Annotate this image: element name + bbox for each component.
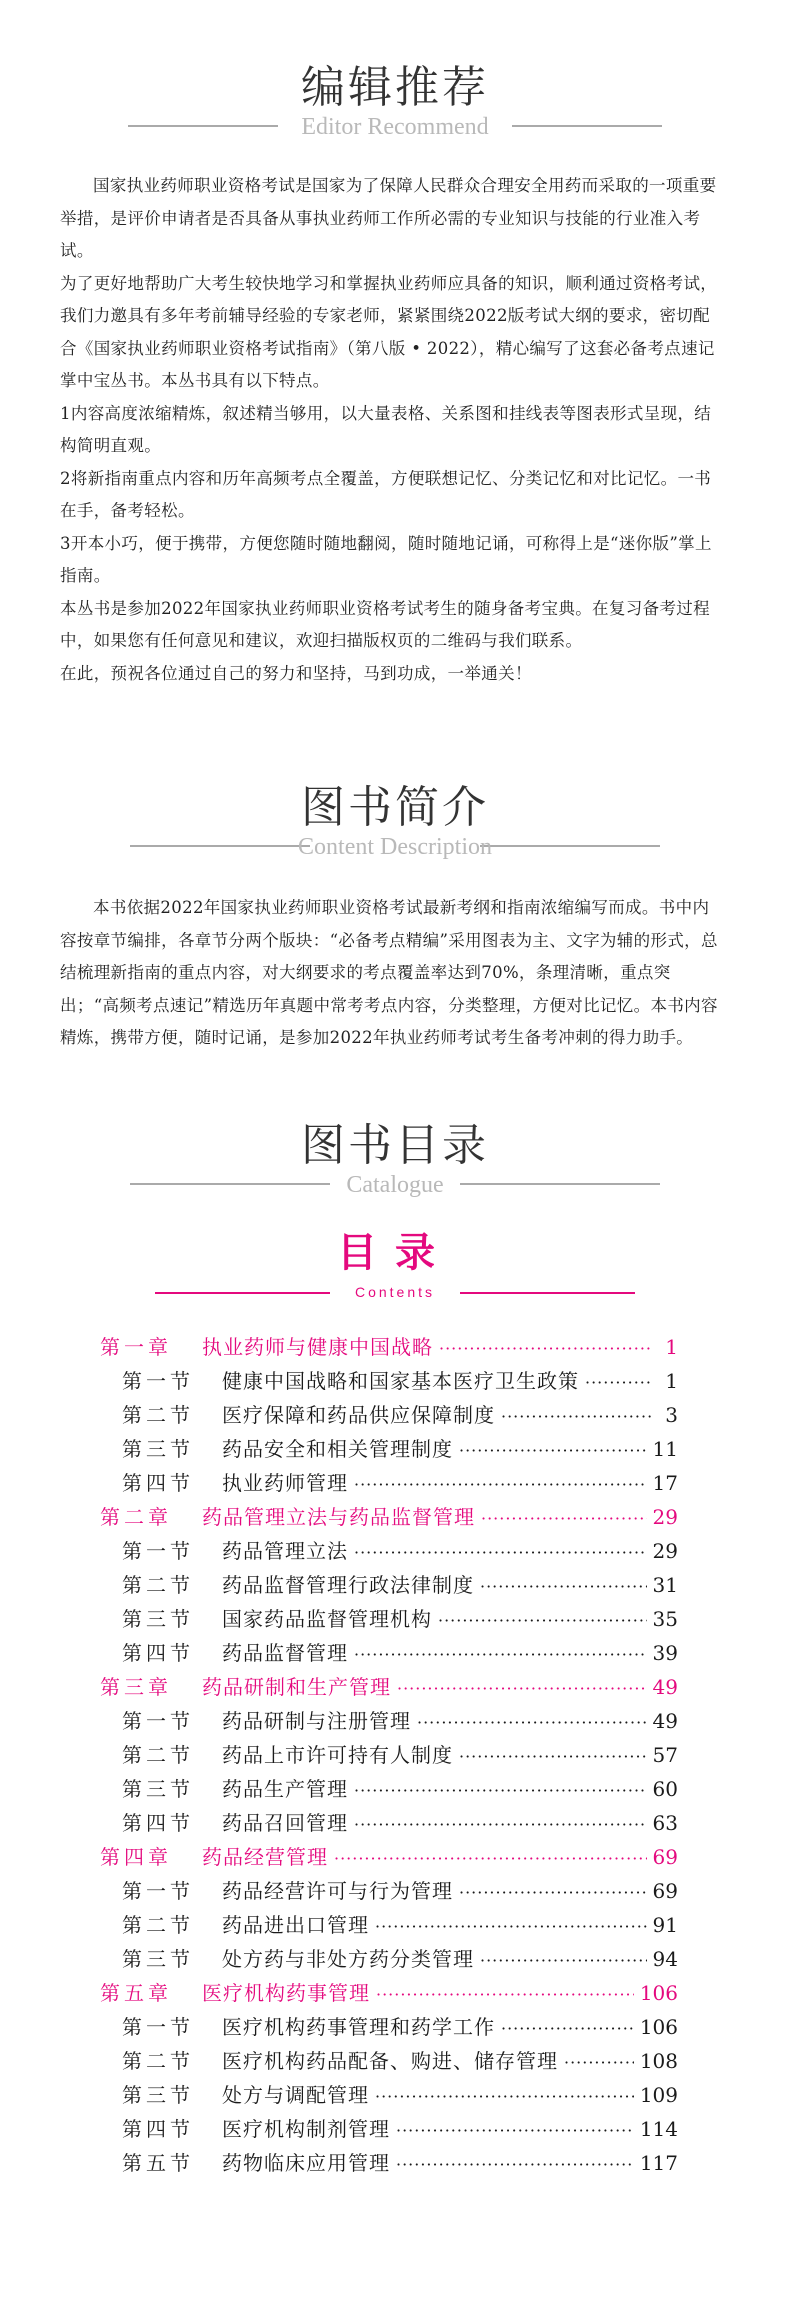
toc-leader-dots — [354, 1808, 647, 1842]
toc-leader-dots — [334, 1842, 647, 1876]
toc-number: 第二节 — [122, 1403, 194, 1427]
toc-section-row — [100, 1942, 678, 1976]
toc-section-row — [100, 1704, 678, 1738]
toc-leader-dots — [396, 2148, 634, 2182]
toc-leader-dots — [501, 1400, 652, 1434]
toc-entry-title: 药品经营许可与行为管理 — [222, 1879, 453, 1903]
toc-leader-dots — [480, 1944, 647, 1978]
paragraph: 2将新指南重点内容和历年高频考点全覆盖，方便联想记忆、分类记忆和对比记忆。一书在手，备考轻松。 — [60, 468, 712, 520]
toc-section-row — [100, 2078, 678, 2112]
toc-leader-dots — [375, 2080, 634, 2114]
toc-page-number: 29 — [652, 1505, 678, 1529]
toc-number: 第四节 — [122, 1641, 194, 1665]
toc-leader-dots — [501, 2012, 634, 2046]
toc-entry-title: 处方药与非处方药分类管理 — [222, 1947, 474, 1971]
toc-section-row — [100, 1432, 678, 1466]
toc-number: 第二节 — [122, 1743, 194, 1767]
toc-entry-title: 医疗机构药品配备、购进、储存管理 — [222, 2049, 558, 2073]
toc-entry-title: 执业药师与健康中国战略 — [202, 1335, 433, 1359]
table-of-contents — [100, 1330, 678, 2180]
paragraph: 本丛书是参加2022年国家执业药师职业资格考试考生的随身备考宝典。在复习备考过程中，如果您有任何意见和建议，欢迎扫描版权页的二维码与我们联系。 — [60, 598, 710, 650]
toc-leader-dots — [438, 1604, 647, 1638]
toc-section-row — [100, 2010, 678, 2044]
toc-page-number: 17 — [652, 1471, 678, 1495]
editor-recommend-body — [60, 170, 724, 690]
toc-number: 第四章 — [100, 1845, 172, 1869]
toc-entry-title: 药物临床应用管理 — [222, 2151, 390, 2175]
paragraph: 3开本小巧，便于携带，方便您随时随地翻阅，随时随地记诵，可称得上是“迷你版”掌上指南。 — [60, 533, 712, 585]
toc-page-number: 114 — [639, 2117, 678, 2141]
toc-entry-title: 药品生产管理 — [222, 1777, 348, 1801]
toc-leader-dots — [459, 1740, 647, 1774]
toc-section-row — [100, 1806, 678, 1840]
toc-number: 第三节 — [122, 2083, 194, 2107]
toc-page-number: 29 — [652, 1539, 678, 1563]
toc-page-number: 91 — [652, 1913, 678, 1937]
toc-page-number: 49 — [652, 1675, 678, 1699]
toc-section-row — [100, 2044, 678, 2078]
toc-number: 第二节 — [122, 2049, 194, 2073]
toc-section-row — [100, 1466, 678, 1500]
toc-entry-title: 国家药品监督管理机构 — [222, 1607, 432, 1631]
toc-entry-title: 医疗机构药事管理 — [202, 1981, 370, 2005]
paragraph: 在此，预祝各位通过自己的努力和坚持，马到功成，一举通关！ — [60, 663, 532, 683]
toc-page-number: 39 — [652, 1641, 678, 1665]
toc-entry-title: 药品召回管理 — [222, 1811, 348, 1835]
toc-page-number: 31 — [652, 1573, 678, 1597]
toc-entry-title: 药品监督管理 — [222, 1641, 348, 1665]
toc-number: 第一节 — [122, 1369, 194, 1393]
toc-number: 第二节 — [122, 1573, 194, 1597]
toc-leader-dots — [354, 1468, 647, 1502]
toc-page-number: 11 — [652, 1437, 678, 1461]
toc-section-row — [100, 2146, 678, 2180]
paragraph: 为了更好地帮助广大考生较快地学习和掌握执业药师应具备的知识，顺利通过资格考试，我们力邀具有多年考前辅导经验的专家老师，紧紧围绕2022版考试大纲的要求，密切配合《国家执业药师职业资格考试指南》（第八版 • 2022），精心编写了这套必备考点速记掌中宝丛书。本丛书具有以下特点。 — [60, 273, 718, 390]
toc-number: 第四节 — [122, 2117, 194, 2141]
toc-section-row — [100, 1568, 678, 1602]
toc-page-number: 60 — [652, 1777, 678, 1801]
editor-recommend-header — [0, 60, 790, 150]
toc-entry-title: 处方与调配管理 — [222, 2083, 369, 2107]
toc-page-number: 3 — [665, 1403, 678, 1427]
catalogue-header — [0, 1118, 790, 1208]
section-subtitle: Editor Recommend — [301, 114, 489, 140]
toc-number: 第三节 — [122, 1607, 194, 1631]
toc-entry-title: 药品安全和相关管理制度 — [222, 1437, 453, 1461]
toc-entry-title: 药品研制与注册管理 — [222, 1709, 411, 1733]
toc-page-number: 1 — [665, 1369, 678, 1393]
toc-number: 第四节 — [122, 1811, 194, 1835]
toc-entry-title: 药品监督管理行政法律制度 — [222, 1573, 474, 1597]
toc-section-row — [100, 1398, 678, 1432]
section-subtitle: Catalogue — [346, 1172, 444, 1198]
toc-page-number: 49 — [652, 1709, 678, 1733]
toc-number: 第二章 — [100, 1505, 172, 1529]
toc-leader-dots — [585, 1366, 652, 1400]
paragraph: 国家执业药师职业资格考试是国家为了保障人民群众合理安全用药而采取的一项重要举措，是评价申请者是否具备从事执业药师工作所必需的专业知识与技能的行业准入考试。 — [60, 176, 717, 260]
toc-leader-dots — [564, 2046, 634, 2080]
toc-leader-dots — [459, 1876, 647, 1910]
toc-number: 第三章 — [100, 1675, 172, 1699]
toc-chapter-row — [100, 1840, 678, 1874]
toc-number: 第三节 — [122, 1947, 194, 1971]
toc-number: 第四节 — [122, 1471, 194, 1495]
section-subtitle: Content Description — [298, 834, 492, 860]
toc-chapter-row — [100, 1500, 678, 1534]
toc-leader-dots — [481, 1502, 647, 1536]
toc-page-number: 63 — [652, 1811, 678, 1835]
toc-chapter-row — [100, 1670, 678, 1704]
toc-entry-title: 药品管理立法 — [222, 1539, 348, 1563]
toc-leader-dots — [439, 1332, 652, 1366]
toc-number: 第五章 — [100, 1981, 172, 2005]
toc-leader-dots — [354, 1638, 647, 1672]
toc-section-row — [100, 1636, 678, 1670]
paragraph: 本书依据2022年国家执业药师职业资格考试最新考纲和指南浓缩编写而成。书中内容按章节编排，各章节分两个版块：“必备考点精编”采用图表为主、文字为辅的形式，总结梳理新指南的重点内容，对大纲要求的考点覆盖率达到70%，条理清晰，重点突出；“高频考点速记”精选历年真题中常考考点内容，分类整理，方便对比记忆。本书内容精炼，携带方便，随时记诵，是参加2022年执业药师考试考生备考冲刺的得力助手。 — [60, 898, 718, 1047]
toc-entry-title: 医疗机构制剂管理 — [222, 2117, 390, 2141]
toc-page-number: 109 — [639, 2083, 678, 2107]
toc-number: 第一节 — [122, 1709, 194, 1733]
toc-section-row — [100, 1874, 678, 1908]
toc-number: 第五节 — [122, 2151, 194, 2175]
toc-page-number: 106 — [639, 1981, 678, 2005]
toc-leader-dots — [459, 1434, 647, 1468]
toc-leader-dots — [375, 1910, 647, 1944]
toc-chapter-row — [100, 1330, 678, 1364]
toc-chapter-row — [100, 1976, 678, 2010]
toc-leader-dots — [354, 1774, 647, 1808]
section-title: 图书目录 — [301, 1120, 489, 1171]
toc-entry-title: 药品经营管理 — [202, 1845, 328, 1869]
toc-section-row — [100, 1602, 678, 1636]
contents-title: 目录 — [337, 1230, 453, 1276]
toc-leader-dots — [417, 1706, 647, 1740]
toc-section-row — [100, 2112, 678, 2146]
toc-leader-dots — [397, 1672, 647, 1706]
toc-page-number: 69 — [652, 1879, 678, 1903]
toc-leader-dots — [480, 1570, 647, 1604]
toc-leader-dots — [396, 2114, 634, 2148]
toc-entry-title: 健康中国战略和国家基本医疗卫生政策 — [222, 1369, 579, 1393]
toc-leader-dots — [354, 1536, 647, 1570]
content-description-header — [0, 780, 790, 870]
toc-number: 第一节 — [122, 2015, 194, 2039]
toc-number: 第三节 — [122, 1777, 194, 1801]
toc-page-number: 108 — [639, 2049, 678, 2073]
toc-page-number: 57 — [652, 1743, 678, 1767]
toc-number: 第一节 — [122, 1879, 194, 1903]
section-title: 编辑推荐 — [301, 62, 489, 113]
toc-number: 第一节 — [122, 1539, 194, 1563]
toc-page-number: 106 — [639, 2015, 678, 2039]
toc-page-number: 117 — [639, 2151, 678, 2175]
toc-entry-title: 药品研制和生产管理 — [202, 1675, 391, 1699]
toc-section-row — [100, 1772, 678, 1806]
toc-section-row — [100, 1908, 678, 1942]
toc-number: 第三节 — [122, 1437, 194, 1461]
paragraph: 1内容高度浓缩精炼，叙述精当够用，以大量表格、关系图和挂线表等图表形式呈现，结构简明直观。 — [60, 403, 712, 455]
toc-section-row — [100, 1738, 678, 1772]
contents-subtitle: Contents — [354, 1284, 436, 1300]
toc-entry-title: 执业药师管理 — [222, 1471, 348, 1495]
toc-page-number: 1 — [665, 1335, 678, 1359]
toc-number: 第一章 — [100, 1335, 172, 1359]
toc-page-number: 35 — [652, 1607, 678, 1631]
toc-number: 第二节 — [122, 1913, 194, 1937]
toc-section-row — [100, 1534, 678, 1568]
content-description-body — [60, 892, 724, 1055]
section-title: 图书简介 — [301, 782, 489, 833]
toc-section-row — [100, 1364, 678, 1398]
toc-entry-title: 药品进出口管理 — [222, 1913, 369, 1937]
toc-entry-title: 医疗机构药事管理和药学工作 — [222, 2015, 495, 2039]
toc-entry-title: 药品上市许可持有人制度 — [222, 1743, 453, 1767]
toc-entry-title: 药品管理立法与药品监督管理 — [202, 1505, 475, 1529]
toc-entry-title: 医疗保障和药品供应保障制度 — [222, 1403, 495, 1427]
toc-leader-dots — [376, 1978, 634, 2012]
toc-page-number: 94 — [652, 1947, 678, 1971]
toc-page-number: 69 — [652, 1845, 678, 1869]
